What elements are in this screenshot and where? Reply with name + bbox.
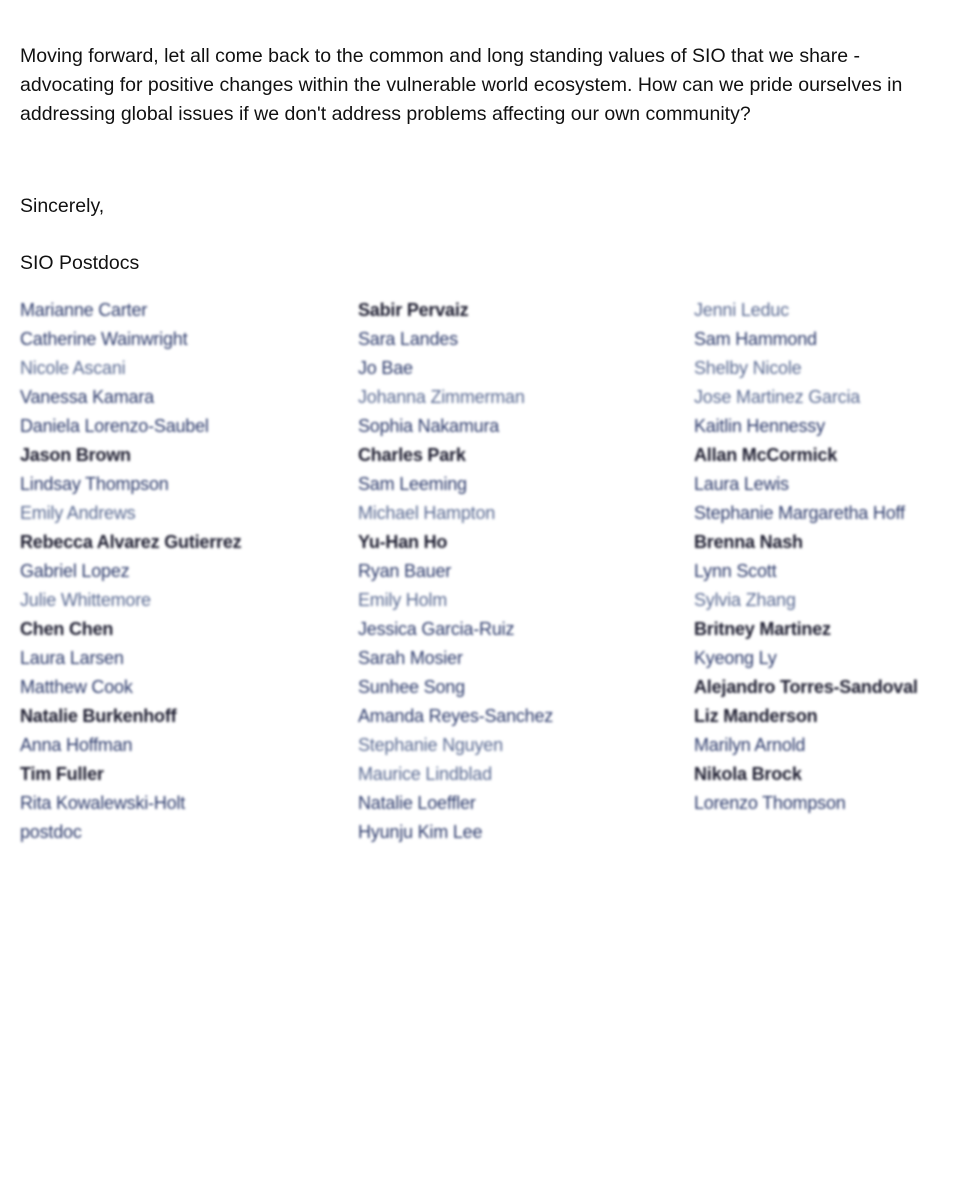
- signatory-name: Natalie Burkenhoff: [20, 706, 177, 726]
- signatory-name: Ryan Bauer: [358, 561, 452, 581]
- signatory-name: Emily Holm: [358, 590, 448, 610]
- signatory-name: Rebecca Alvarez Gutierrez: [20, 532, 242, 552]
- signatory-name: Gabriel Lopez: [20, 561, 130, 581]
- signatory-name: Amanda Reyes-Sanchez: [358, 706, 554, 726]
- signatory-name: Jessica Garcia-Ruiz: [358, 619, 515, 639]
- signatory-name: Michael Hampton: [358, 503, 496, 523]
- signatory-name: Hyunju Kim Lee: [358, 822, 483, 842]
- signatory-name: Kyeong Ly: [694, 648, 777, 668]
- signatory-name: Sam Leeming: [358, 474, 467, 494]
- signatory-name: Johanna Zimmerman: [358, 387, 525, 407]
- signatory-name: Julie Whittemore: [20, 590, 151, 610]
- signatory-name: Britney Martinez: [694, 619, 831, 639]
- signatory-name: Alejandro Torres-Sandoval: [694, 677, 918, 697]
- signatory-name: Liz Manderson: [694, 706, 818, 726]
- signatory-name: Laura Lewis: [694, 474, 789, 494]
- signatory-name: Jenni Leduc: [694, 300, 789, 320]
- signatory-name: Yu-Han Ho: [358, 532, 448, 552]
- signatory-name: Maurice Lindblad: [358, 764, 492, 784]
- signatory-name: Sam Hammond: [694, 329, 817, 349]
- signatory-name: Stephanie Margaretha Hoff: [694, 503, 905, 523]
- letter-signoff: SIO Postdocs: [20, 252, 140, 274]
- signatory-name: Nikola Brock: [694, 764, 802, 784]
- signatory-name: Jose Martinez Garcia: [694, 387, 861, 407]
- signature-column-3: [694, 296, 918, 818]
- signatory-name: Marianne Carter: [20, 300, 148, 320]
- signatory-name: Allan McCormick: [694, 445, 838, 465]
- signatory-name: Nicole Ascani: [20, 358, 126, 378]
- signatory-name: Sarah Mosier: [358, 648, 463, 668]
- letter-paragraph: Moving forward, let all come back to the common and long standing values of SIO that we share - advocating for positive changes within the vulnerable world ecosystem. How can we pride ourselves in addressing global issues if we don't address problems affecting our own community?: [20, 45, 903, 125]
- signatory-name: Anna Hoffman: [20, 735, 133, 755]
- signatory-name: Sunhee Song: [358, 677, 465, 697]
- signatory-name: Matthew Cook: [20, 677, 133, 697]
- signatory-name: Laura Larsen: [20, 648, 124, 668]
- signatory-name: Jo Bae: [358, 358, 413, 378]
- signatory-name: Sabir Pervaiz: [358, 300, 469, 320]
- signatory-name: Vanessa Kamara: [20, 387, 154, 407]
- signature-column-2: [358, 296, 553, 847]
- signature-column-1: [20, 296, 241, 847]
- signatory-name: Brenna Nash: [694, 532, 803, 552]
- letter-body: [20, 42, 940, 274]
- signatory-name: Rita Kowalewski-Holt: [20, 793, 186, 813]
- signatory-name: Sophia Nakamura: [358, 416, 500, 436]
- signatory-name: Lorenzo Thompson: [694, 793, 846, 813]
- signatory-name: Emily Andrews: [20, 503, 136, 523]
- signatory-name: Natalie Loeffler: [358, 793, 476, 813]
- signatory-name: Marilyn Arnold: [694, 735, 806, 755]
- signatory-name: Daniela Lorenzo-Saubel: [20, 416, 209, 436]
- signatory-name: Jason Brown: [20, 445, 131, 465]
- signatory-name: Sylvia Zhang: [694, 590, 796, 610]
- signatory-name: Catherine Wainwright: [20, 329, 188, 349]
- letter-closing: Sincerely,: [20, 195, 105, 217]
- signatory-name: Tim Fuller: [20, 764, 104, 784]
- signatory-name: Sara Landes: [358, 329, 458, 349]
- signatory-name: Lindsay Thompson: [20, 474, 169, 494]
- signatory-name: Stephanie Nguyen: [358, 735, 503, 755]
- signatory-name: Kaitlin Hennessy: [694, 416, 825, 436]
- signatory-name: postdoc: [20, 822, 82, 842]
- signatory-name: Charles Park: [358, 445, 466, 465]
- signatory-name: Lynn Scott: [694, 561, 777, 581]
- signatory-name: Chen Chen: [20, 619, 114, 639]
- signatory-name: Shelby Nicole: [694, 358, 802, 378]
